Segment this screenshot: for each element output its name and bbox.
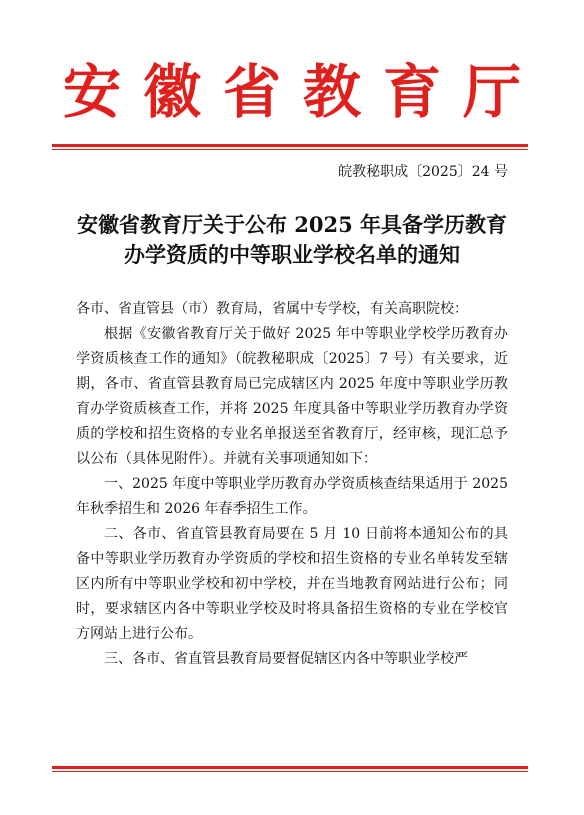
body-paragraph: 根据《安徽省教育厅关于做好 2025 年中等职业学校学历教育办学资质核查工作的通知》（皖教秘职成〔2025〕7 号）有关要求，近期，各市、省直管县教育局已完成辖区内 2025 年度中等职业学历教育办学资质核查工作，并将 2025 年度具备中等职业学历教育办学资质的学校和招生资格的专业名单报送至省教育厅，经审核，现汇总予以公布（具体见附件）。并就有关事项通知如下： <box>76 326 508 467</box>
red-divider-thick <box>52 144 528 147</box>
body-paragraph: 一、2025 年度中等职业学历教育办学资质核查结果适用于 2025 年秋季招生和 2026 年春季招生工作。 <box>76 476 508 517</box>
body-paragraph: 二、各市、省直管县教育局要在 5 月 10 日前将本通知公布的具备中等职业学历教育办学资质的学校和招生资格的专业名单转发至辖区内所有中等职业学校和初中学校，并在当地教育网站进行公布；同时，要求辖区内各中等职业学校及时将具备招生资格的专业在学校官方网站上进行公布。 <box>76 526 508 642</box>
body-paragraph: 三、各市、省直管县教育局要督促辖区内各中等职业学校严 <box>104 651 468 667</box>
footer-divider-thin <box>52 771 528 772</box>
document-body <box>76 297 508 672</box>
red-divider-thin <box>52 149 528 150</box>
document-number: 皖教秘职成〔2025〕24 号 <box>338 164 508 180</box>
salutation: 各市、省直管县（市）教育局，省属中专学校，有关高职院校： <box>76 301 468 317</box>
footer-divider-thick <box>52 766 528 769</box>
title-line-1: 安徽省教育厅关于公布 2025 年具备学历教育 <box>76 212 508 237</box>
title-line-2: 办学资质的中等职业学校名单的通知 <box>124 242 460 267</box>
document-title <box>0 210 584 270</box>
agency-header: 安徽省教育厅 <box>62 58 543 126</box>
